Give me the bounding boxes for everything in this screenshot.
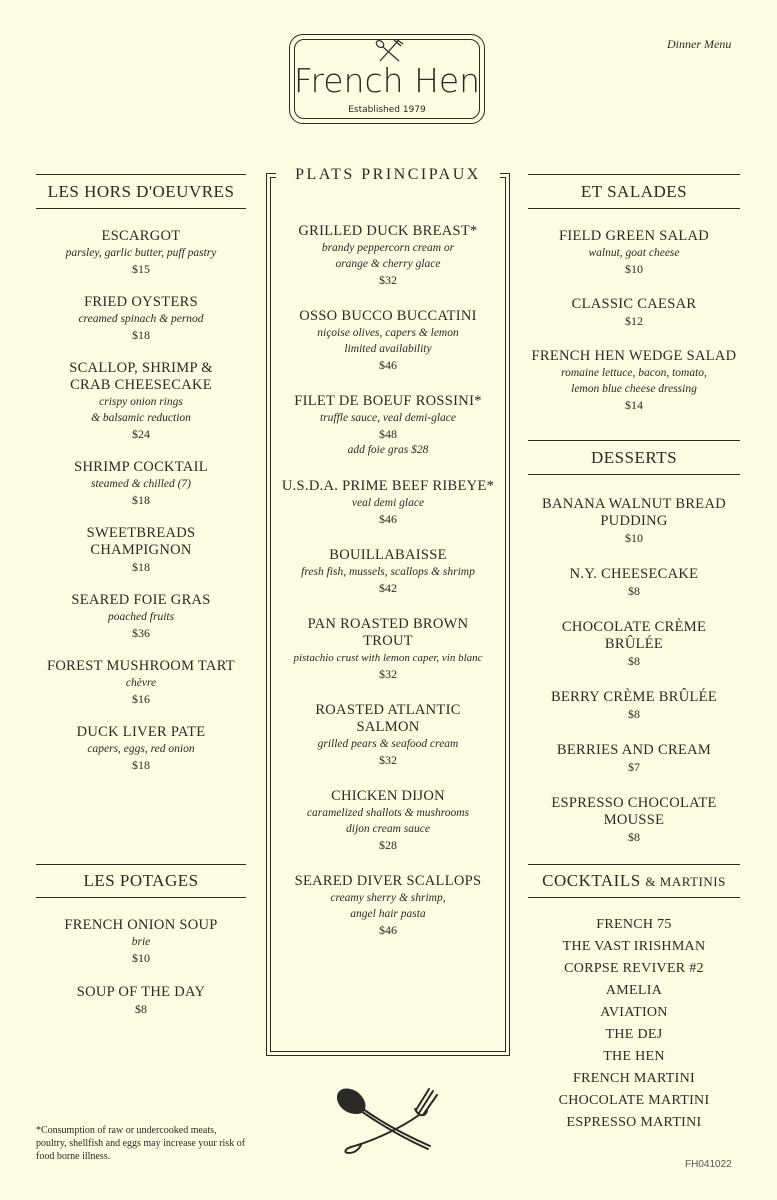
fork-spoon-icon — [333, 1083, 443, 1155]
plats-list — [276, 223, 500, 938]
menu-item: SHRIMP COCKTAIL steamed & chilled (7) $18 — [74, 459, 208, 507]
menu-item: SCALLOP, SHRIMP & CRAB CHEESECAKE crispy onion rings & balsamic reduction $24 — [69, 360, 213, 441]
list-item: THE DEJ — [605, 1027, 663, 1042]
logo — [289, 34, 485, 124]
menu-item: FRIED OYSTERS creamed spinach & pernod $18 — [78, 294, 204, 342]
menu-item: FIELD GREEN SALAD walnut, goat cheese $10 — [558, 228, 710, 276]
menu-item: FILET DE BOEUF ROSSINI* truffle sauce, veal demi-glace $48 add foie gras $28 — [294, 393, 482, 456]
section-title-salades: ET SALADES — [580, 182, 688, 201]
menu-item: DUCK LIVER PATE capers, eggs, red onion $18 — [76, 724, 206, 772]
list-item: FRENCH 75 — [596, 917, 672, 932]
potages-list — [36, 917, 246, 1017]
menu-item: ESPRESSO CHOCOLATE MOUSSE $8 — [551, 795, 717, 844]
logo-name: French Hen — [293, 61, 481, 100]
menu-item: SOUP OF THE DAY $8 — [76, 984, 206, 1016]
list-item: ESPRESSO MARTINI — [566, 1115, 702, 1130]
menu-item: SWEETBREADS CHAMPIGNON $18 — [86, 525, 196, 574]
salades-list — [528, 228, 740, 413]
fork-spoon-icon — [374, 39, 404, 63]
hors-doeuvres-list — [36, 228, 246, 773]
menu-item: FRENCH ONION SOUP brie $10 — [64, 917, 218, 965]
menu-item: BOUILLABAISSE fresh fish, mussels, scallops & shrimp $42 — [301, 547, 475, 595]
cocktails-list — [528, 914, 740, 1134]
menu-item: PAN ROASTED BROWN TROUT pistachio crust with lemon caper, vin blanc $32 — [293, 616, 483, 681]
section-title-desserts: DESSERTS — [590, 448, 678, 467]
menu-item: ESCARGOT parsley, garlic butter, puff pastry $15 — [65, 228, 217, 276]
menu-item: BANANA WALNUT BREAD PUDDING $10 — [541, 496, 726, 545]
list-item: AMELIA — [605, 983, 663, 998]
section-title-cocktails: COCKTAILS & MARTINIS — [542, 871, 726, 890]
menu-item: CHOCOLATE CRÈME BRÛLÉE $8 — [561, 619, 707, 668]
menu-item: CLASSIC CAESAR $12 — [571, 296, 697, 328]
footnote: *Consumption of raw or undercooked meats, poultry, shellfish and eggs may increase your risk of food borne illness. — [36, 1125, 246, 1162]
logo-established: Established 1979 — [348, 105, 426, 115]
menu-item: SEARED FOIE GRAS poached fruits $36 — [71, 592, 211, 640]
menu-item: BERRY CRÈME BRÛLÉE $8 — [551, 689, 717, 721]
section-title-plats: PLATS PRINCIPAUX — [276, 163, 500, 187]
menu-item: BERRIES AND CREAM $7 — [556, 742, 712, 774]
section-title-hors-doeuvres: LES HORS D'OEUVRES — [47, 182, 235, 201]
menu-item: ROASTED ATLANTIC SALMON grilled pears & seafood cream $32 — [315, 702, 461, 767]
desserts-list — [528, 496, 740, 845]
list-item: CORPSE REVIVER #2 — [564, 961, 704, 976]
menu-item: OSSO BUCCO BUCCATINI niçoise olives, capers & lemon limited availability $46 — [299, 308, 477, 372]
menu-item: SEARED DIVER SCALLOPS creamy sherry & shrimp, angel hair pasta $46 — [294, 873, 482, 937]
menu-item: FOREST MUSHROOM TART chèvre $16 — [47, 658, 235, 706]
menu-item: CHICKEN DIJON caramelized shallots & mushrooms dijon cream sauce $28 — [306, 788, 470, 852]
menu-item: FRENCH HEN WEDGE SALAD romaine lettuce, bacon, tomato, lemon blue cheese dressing $14 — [531, 348, 737, 412]
menu-type-label: Dinner Menu — [667, 37, 732, 51]
menu-item: N.Y. CHEESECAKE $8 — [569, 566, 699, 598]
list-item: THE VAST IRISHMAN — [562, 939, 706, 954]
document-code: FH041022 — [685, 1159, 732, 1170]
list-item: CHOCOLATE MARTINI — [558, 1093, 710, 1108]
list-item: AVIATION — [600, 1005, 668, 1020]
section-title-potages: LES POTAGES — [83, 871, 199, 890]
menu-item: GRILLED DUCK BREAST* brandy peppercorn cream or orange & cherry glace $32 — [298, 223, 478, 287]
list-item: THE HEN — [603, 1049, 665, 1064]
list-item: FRENCH MARTINI — [573, 1071, 695, 1086]
menu-item: U.S.D.A. PRIME BEEF RIBEYE* veal demi glace $46 — [281, 478, 495, 526]
